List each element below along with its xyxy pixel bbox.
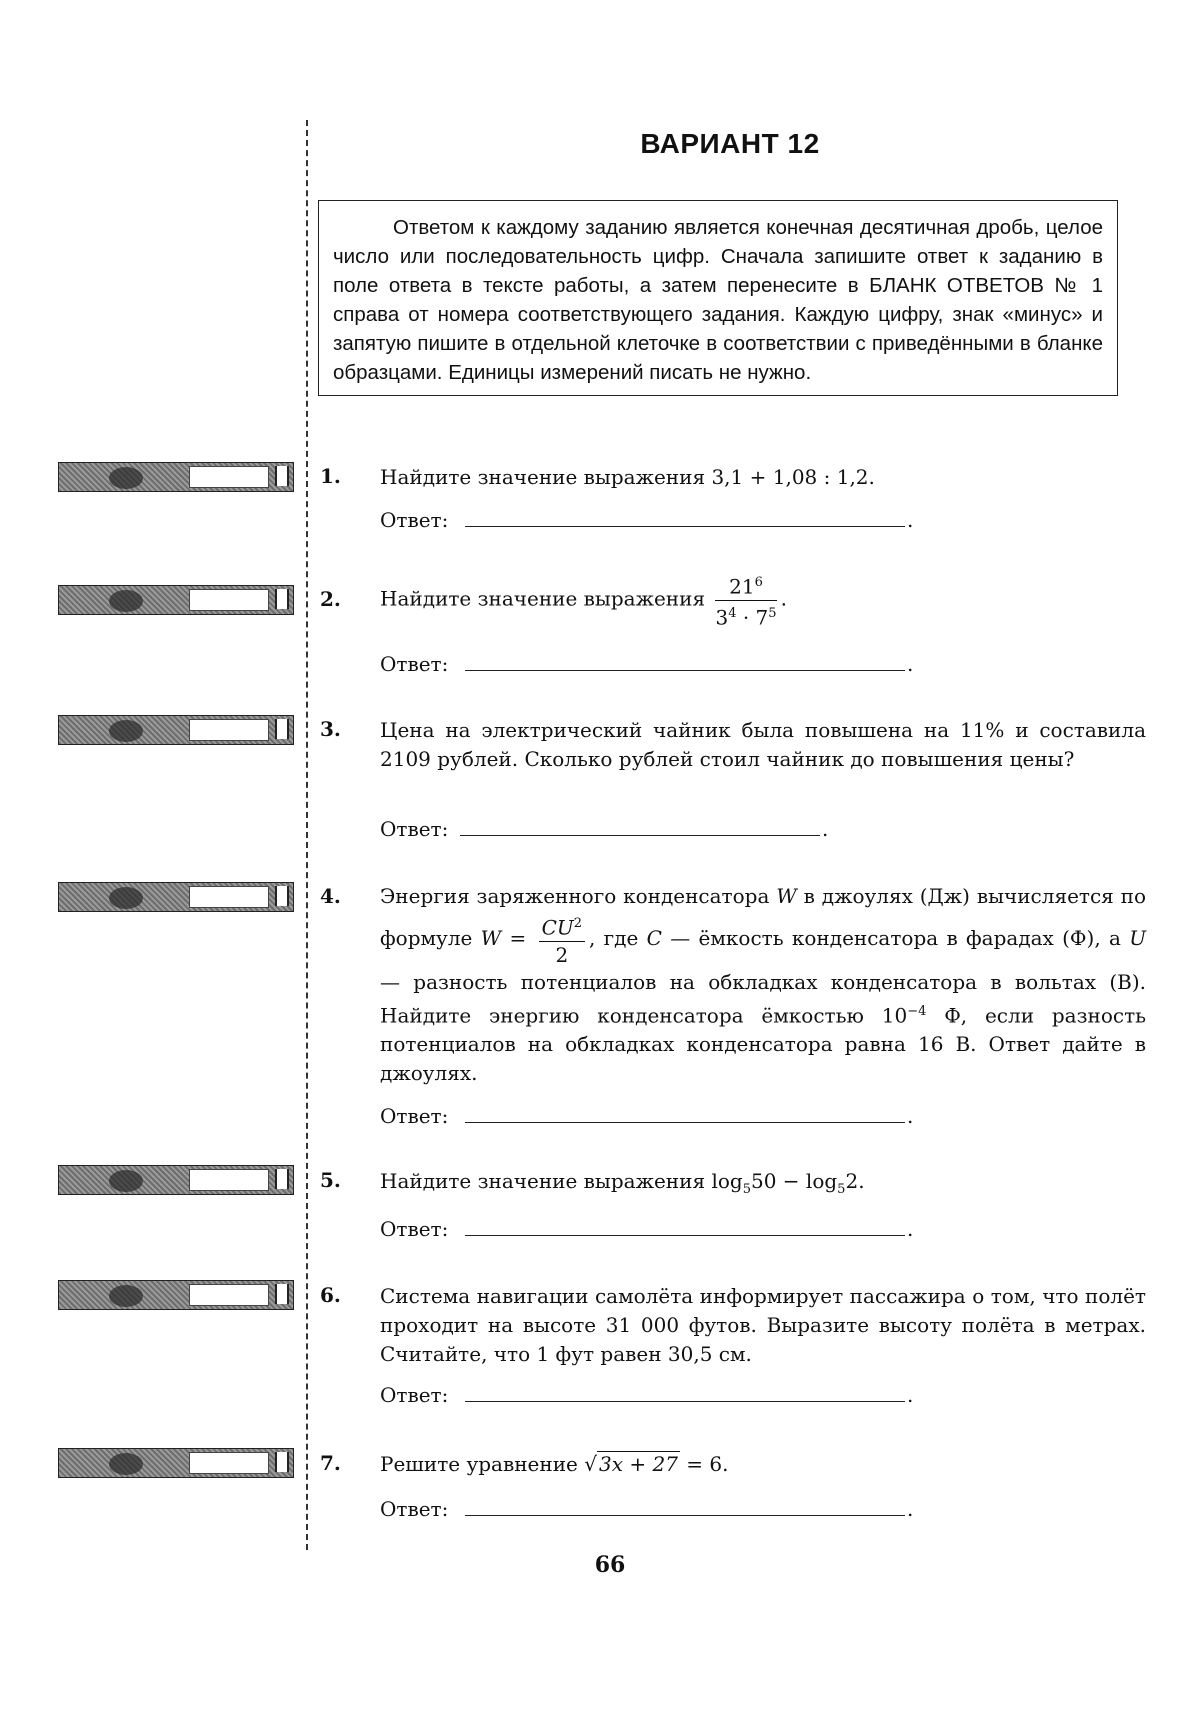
- task-4-text-f: Ф, если разность потенциалов на обкладках конденсатора равна 16 В. Ответ дайте в джоулях.: [380, 1003, 1147, 1086]
- task-number-2: 2.: [320, 587, 341, 611]
- task-7-sqrt-sign: √: [584, 1452, 597, 1476]
- task-text-4: [380, 882, 1146, 1088]
- task-1-end: .: [868, 465, 875, 489]
- answer-line-1[interactable]: [465, 526, 905, 527]
- answer-line-5[interactable]: [465, 1235, 905, 1236]
- task-4-text-b: в джоулях (Дж) вычисляется по формуле: [380, 884, 1147, 950]
- answer-dot: .: [907, 1217, 914, 1241]
- page-title: ВАРИАНТ 12: [640, 128, 820, 159]
- answer-label: Ответ:: [380, 652, 449, 676]
- task-7-rhs: = 6: [686, 1452, 723, 1476]
- answer-label: Ответ:: [380, 508, 449, 532]
- page-number: 66: [594, 1552, 626, 1578]
- answer-stub-7: [58, 1448, 294, 1478]
- task-7-end: .: [722, 1452, 729, 1476]
- task-2-den-base2: 7: [755, 605, 769, 630]
- answer-stub-5: [58, 1165, 294, 1195]
- answer-row-7: [380, 1497, 914, 1521]
- task-2-prompt: Найдите значение выражения: [380, 586, 706, 611]
- task-7-radicand: 3x + 27: [599, 1452, 678, 1476]
- task-4-text-a: Энергия заряженного конденсатора: [380, 884, 770, 908]
- task-1-prompt: Найдите значение выражения: [380, 465, 706, 489]
- answer-stub-6: [58, 1280, 294, 1310]
- task-4-text-e: — разность потенциалов на обкладках конденсатора в вольтах (В). Найдите энергию конденсатора ёмкостью: [380, 969, 1146, 1028]
- task-2-num-exp: 6: [754, 575, 763, 590]
- answer-line-6[interactable]: [465, 1401, 905, 1402]
- task-5-arg1: 50: [750, 1169, 777, 1193]
- answer-stub-1: [58, 462, 294, 492]
- answer-label: Ответ:: [380, 1497, 449, 1521]
- answer-stub-2: [58, 585, 294, 615]
- task-2-fraction: [715, 570, 776, 630]
- answer-dot: .: [907, 652, 914, 676]
- answer-line-3[interactable]: [460, 835, 820, 836]
- answer-dot: .: [907, 1497, 914, 1521]
- task-number-6: 6.: [320, 1283, 341, 1307]
- task-4-var-w: W: [776, 884, 797, 908]
- answer-dot: .: [907, 1104, 914, 1128]
- task-4-formula-lhs: W =: [480, 925, 527, 950]
- task-5-log2: log: [805, 1169, 838, 1193]
- task-number-5: 5.: [320, 1168, 341, 1192]
- task-5-base2: 5: [837, 1182, 846, 1197]
- task-4-cap-exp: −4: [907, 1003, 927, 1019]
- answer-label: Ответ:: [380, 1104, 449, 1128]
- task-number-1: 1.: [320, 464, 341, 488]
- instructions-text: Ответом к каждому заданию является конечная десятичная дробь, целое число или последовательность цифр. Сначала запишите ответ к заданию в поле ответа в тексте работы, а затем перенесите в БЛАНК ОТВЕТОВ № 1 справа от номера соответствующего задания. Каждую цифру, знак «минус» и запятую пишите в отдельной клеточке в соответствии с приведёнными в бланке образцами. Единицы измерений писать не нужно.: [333, 216, 1103, 384]
- answer-dot: .: [907, 1383, 914, 1407]
- task-7-prompt: Решите уравнение: [380, 1452, 578, 1476]
- task-1-expression: 3,1 + 1,08 : 1,2: [711, 465, 869, 489]
- task-text-1: [380, 463, 1146, 492]
- answer-row-4: [380, 1104, 914, 1128]
- task-text-5: [380, 1167, 1146, 1204]
- answer-row-3: [380, 817, 829, 841]
- answer-label: Ответ:: [380, 817, 449, 841]
- answer-dot: .: [907, 508, 914, 532]
- task-4-text-d: — ёмкость конденсатора в фарадах (Ф), а: [670, 925, 1121, 950]
- task-text-3: Цена на электрический чайник была повышена на 11% и составила 2109 рублей. Сколько рублей стоил чайник до повышения цены?: [380, 718, 1146, 771]
- answer-stub-4: [58, 882, 294, 912]
- task-4-cap-base: 10: [881, 1003, 908, 1028]
- task-number-3: 3.: [320, 717, 341, 741]
- task-5-prompt: Найдите значение выражения: [380, 1169, 706, 1193]
- task-2-den-exp2: 5: [768, 605, 777, 621]
- answer-dot: .: [822, 817, 829, 841]
- instructions-box: [318, 200, 1118, 396]
- task-4-var-c: C: [646, 925, 662, 950]
- answer-line-7[interactable]: [465, 1515, 905, 1516]
- task-number-7: 7.: [320, 1451, 341, 1475]
- task-number-4: 4.: [320, 884, 341, 908]
- answer-row-2: [380, 652, 914, 676]
- task-5-end: .: [858, 1169, 865, 1193]
- task-4-formula-num: CU: [541, 915, 574, 940]
- answer-line-4[interactable]: [465, 1122, 905, 1123]
- task-5-log1: log: [711, 1169, 743, 1193]
- task-2-den-dot: ·: [742, 605, 750, 630]
- cut-line: [306, 120, 308, 1550]
- task-2-den-base1: 3: [715, 605, 729, 630]
- answer-row-1: [380, 508, 914, 532]
- task-5-base1: 5: [742, 1182, 751, 1197]
- answer-row-6: [380, 1383, 914, 1407]
- task-2-end: .: [780, 586, 787, 611]
- task-4-text-c: , где: [589, 925, 639, 950]
- task-5-minus: −: [782, 1169, 800, 1193]
- task-4-formula-den: 2: [555, 942, 569, 967]
- answer-line-2[interactable]: [465, 670, 905, 671]
- task-text-6: Система навигации самолёта информирует пассажира о том, что полёт проходит на высоте 31 000 футов. Выразите высоту полёта в метрах. Считайте, что 1 фут равен 30,5 см.: [380, 1284, 1146, 1366]
- task-5-arg2: 2: [845, 1169, 859, 1193]
- task-2-den-exp1: 4: [728, 605, 737, 621]
- answer-label: Ответ:: [380, 1383, 449, 1407]
- task-text-7: [380, 1450, 1146, 1479]
- task-text-2: [380, 570, 1146, 630]
- task-2-num-base: 21: [729, 574, 755, 599]
- answer-label: Ответ:: [380, 1217, 449, 1241]
- task-4-var-u: U: [1129, 925, 1147, 950]
- answer-row-5: [380, 1217, 914, 1241]
- answer-stub-3: [58, 715, 294, 745]
- task-4-formula-exp: 2: [573, 916, 583, 931]
- task-4-formula-fraction: [539, 911, 585, 968]
